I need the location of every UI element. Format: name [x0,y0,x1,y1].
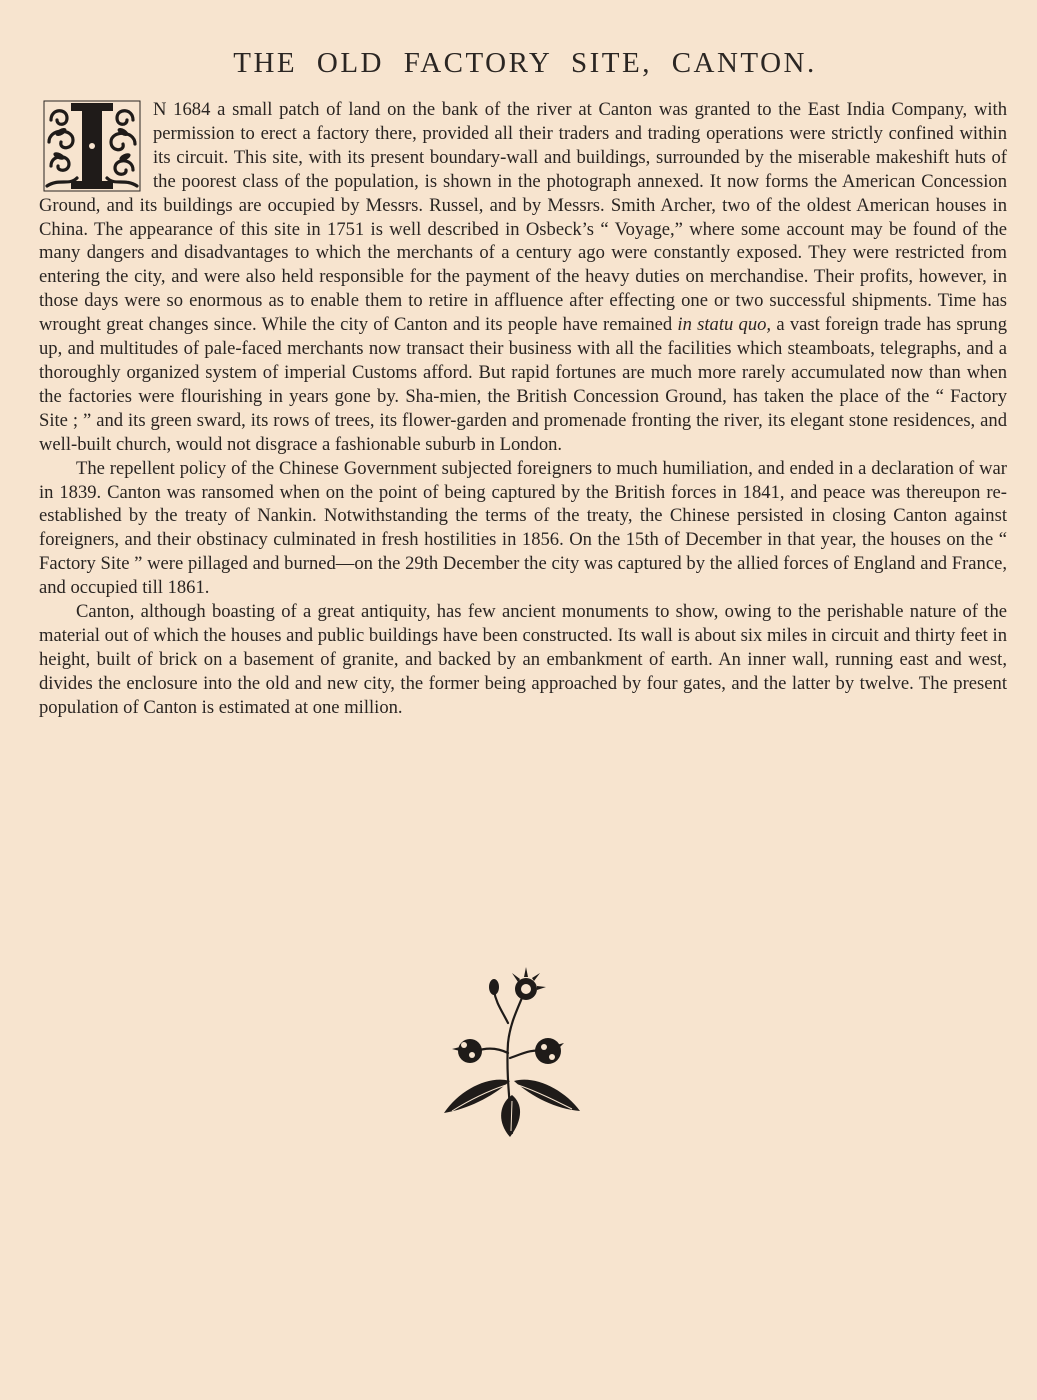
flowering-plant-icon [440,963,585,1141]
decorated-initial-icon [43,100,141,192]
latin-phrase: in statu quo, [677,314,772,336]
paragraph-text: a vast foreign trade has sprung up, and multitudes of pale-faced merchants now transact their business with all the facilities which steamboats, telegraphs, and a thoroughly organized system of imperial Customs afford. But rapid fortunes are much more rarely accumulated now than when the factories were flourishing in years gone by. Sha-mien, the British Concession Ground, has taken the place of the “ Factory Site ; ” and its green sward, its rows of trees, its flower-garden and promenade fronting the river, its elegant stone residences, and well-built church, would not disgrace a fashionable suburb in London. [39,314,1007,455]
dropcap-continuation: N [153,99,167,120]
page-title: THE OLD FACTORY SITE, CANTON. [233,47,817,80]
paragraph-3: Canton, although boasting of a great antiquity, has few ancient monuments to show, owing to the perishable nature of the material out of which the houses and public buildings have been constructed. Its wall is about six miles in circuit and thirty feet in height, built of brick on a basement of granite, and backed by an embankment of earth. An inner wall, running east and west, divides the enclosure into the old and new city, the former being approached by four gates, and the latter by twelve. The present population of Canton is estimated at one million. [39,601,1007,718]
article-body [39,98,1007,720]
paragraph-2: The repellent policy of the Chinese Government subjected foreigners to much humiliation, and ended in a declaration of war in 1839. Canton was ransomed when on the point of being captured by the British forces in 1841, and peace was thereupon re-established by the treaty of Nankin. Notwithstanding the terms of the treaty, the Chinese persisted in closing Canton against foreigners, and their obstinacy culminated in fresh hostilities in 1856. On the 15th of December in that year, the houses on the “ Factory Site ” were pillaged and burned—on the 29th December the city was captured by the allied forces of England and France, and occupied till 1861. [39,457,1007,599]
paragraph-text: 1684 a small patch of land on the bank of the river at Canton was granted to the East India Company, with permission to erect a factory there, provided all their traders and trading operations were strictly confined within its circuit. This site, with its present boundary-wall and buildings, surrounded by the miserable makeshift huts of the poorest class of the population, is shown in the photograph annexed. It now forms the American Concession Ground, and its buildings are occupied by Messrs. Russel, and by Messrs. Smith Archer, two of the oldest American houses in China. The appearance of this site in 1751 is well described in Osbeck’s “ Voyage,” where some account may be found of the many dangers and disadvantages to which the merchants of a century ago were constantly exposed. They were restricted from entering the city, and were also held responsible for the payment of the heavy duties on merchandise. Their profits, however, in those days were so enormous as to enable them to retire in affluence after effecting one or two successful shipments. Time has wrought great changes since. While the city of Canton and its people have remained [39,99,1007,336]
paragraph-1 [39,98,1007,457]
